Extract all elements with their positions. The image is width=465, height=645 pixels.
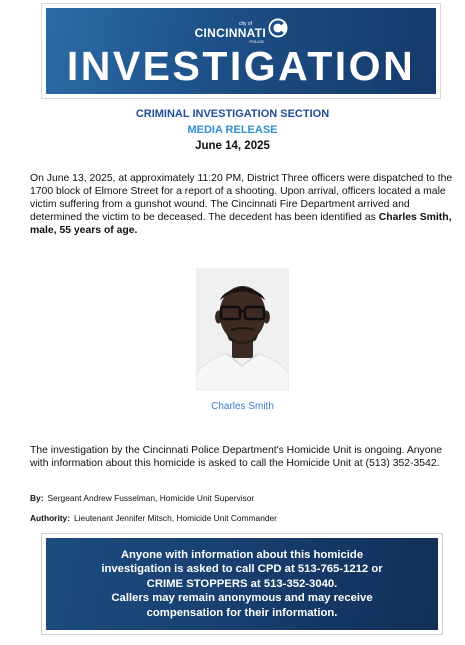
- logo-city-of: city of: [238, 21, 252, 27]
- byline-author: [30, 493, 254, 503]
- photo-caption: Charles Smith: [211, 401, 274, 412]
- tip-banner: [42, 534, 442, 634]
- investigation-paragraph: The investigation by the Cincinnati Police Department's Homicide Unit is ongoing. Anyone with information about this homicide is asked to call the Homicide Unit at (513) 352-3542.: [30, 445, 443, 469]
- investigation-title: INVESTIGATION: [66, 43, 416, 89]
- portrait-image: [196, 268, 289, 390]
- tip-banner-content: [46, 538, 438, 630]
- tip-line-5: compensation for their information.: [146, 606, 338, 619]
- tip-line-3: CRIME STOPPERS at 513-352-3040.: [146, 577, 338, 590]
- by-label: By:: [30, 493, 44, 503]
- media-release-label: MEDIA RELEASE: [187, 124, 278, 136]
- victim-identification: Charles Smith, male, 55 years of age.: [30, 212, 452, 236]
- incident-text: On June 13, 2025, at approximately 11:20 PM, District Three officers were dispatched to the 1700 block of Elmore Street for a report of a shooting. Upon arrival, officers located a male victim suffering from a gunshot wound. The Cincinnati Fire Department arrived and determined the victim to be deceased. The decedent has been identified as: [30, 173, 453, 223]
- logo-department: POLICE: [249, 39, 264, 44]
- byline-authority: [30, 513, 277, 523]
- section-title: CRIMINAL INVESTIGATION SECTION: [135, 108, 330, 120]
- city-c-logo-icon: [268, 18, 288, 38]
- authority-value: Lieutenant Jennifer Mitsch, Homicide Unit Commander: [74, 513, 277, 523]
- release-date: June 14, 2025: [195, 140, 270, 152]
- by-value: Sergeant Andrew Fusselman, Homicide Unit Supervisor: [47, 493, 255, 503]
- authority-label: Authority:: [30, 513, 71, 523]
- tip-line-4: Callers may remain anonymous and may receive: [111, 592, 373, 605]
- tip-line-1: Anyone with information about this homicide: [120, 548, 364, 561]
- header-banner: [42, 4, 440, 98]
- victim-photo: [196, 268, 289, 390]
- cincinnati-police-logo: [195, 14, 288, 44]
- header-background: [46, 8, 436, 94]
- incident-paragraph: [30, 172, 455, 237]
- logo-city-name: CINCINNATI: [194, 26, 266, 40]
- tip-line-2: investigation is asked to call CPD at 513-765-1212 or: [101, 563, 383, 576]
